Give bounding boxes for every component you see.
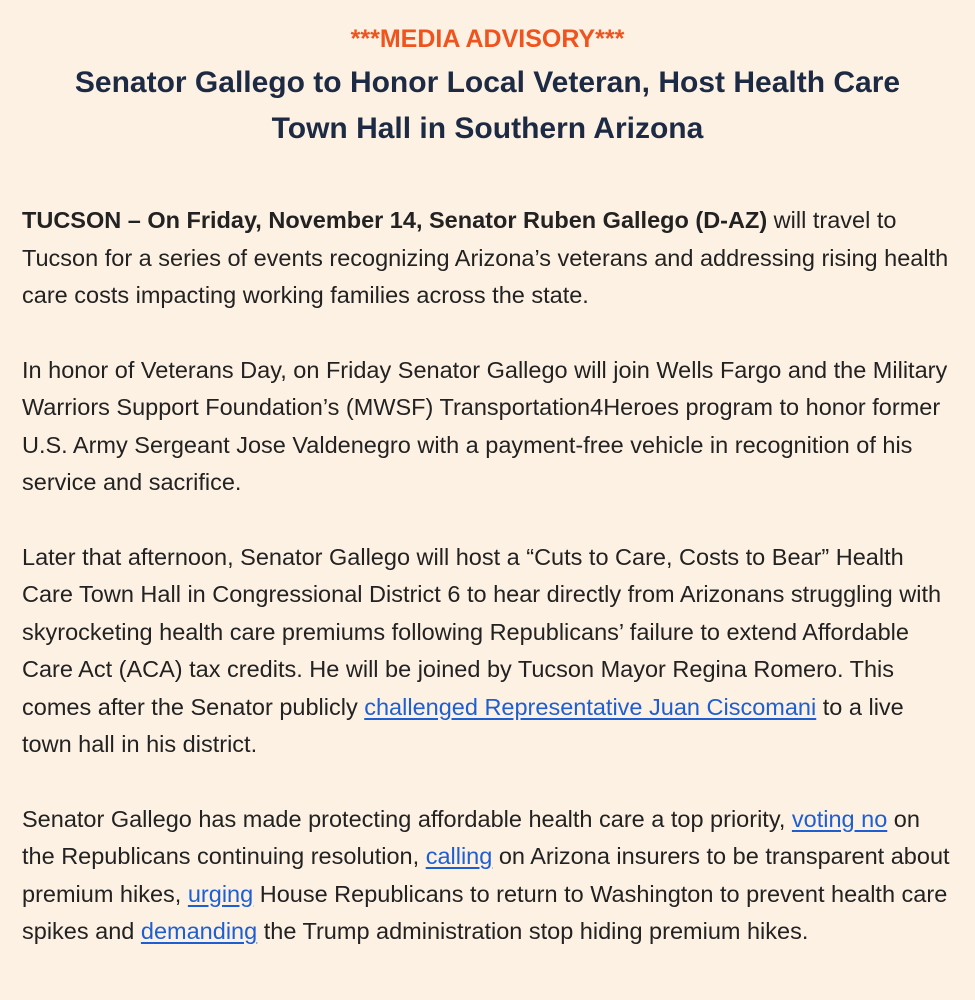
headline: [22, 60, 953, 152]
paragraph-intro-text: will travel to Tucson for a series of events recognizing Arizona’s veterans and addressing rising health care costs impacting working families across the state.: [22, 207, 949, 308]
media-advisory-label: ***MEDIA ADVISORY***: [350, 25, 625, 53]
paragraph-veterans: [22, 352, 953, 502]
paragraph-intro: [22, 202, 953, 315]
dateline-lead: TUCSON – On Friday, November 14, Senator Ruben Gallego (D-AZ): [22, 207, 768, 233]
paragraph-town-hall: [22, 539, 953, 764]
priorities-text-1: Senator Gallego has made protecting affordable health care a top priority,: [22, 805, 792, 832]
paragraph-town-hall-text-after: to a live town hall in his district.: [22, 693, 904, 757]
headline-line-2: Town Hall in Southern Arizona: [271, 112, 704, 145]
demanding-link[interactable]: demanding: [140, 918, 258, 944]
paragraph-priorities: [22, 801, 953, 951]
paragraph-veterans-text: In honor of Veterans Day, on Friday Senator Gallego will join Wells Fargo and the Military Warriors Support Foundation’s (MWSF) Transportation4Heroes program to honor former U.S. Army Sergeant Jose Valdenegro with a payment-free vehicle in recognition of his service and sacrifice.: [22, 356, 948, 495]
paragraph-town-hall-text-before: Later that afternoon, Senator Gallego will host a “Cuts to Care, Costs to Bear” Health Care Town Hall in Congressional District 6 to hear directly from Arizonans struggling with skyrocketing health care premiums following Republicans’ failure to extend Affordable Care Act (ACA) tax credits. He will be joined by Tucson Mayor Regina Romero. This comes after the Senator publicly: [22, 543, 942, 720]
voting-no-link[interactable]: voting no: [791, 805, 888, 832]
priorities-text-3: on Arizona insurers to be transparent about premium hikes,: [22, 843, 950, 907]
priorities-text-5: the Trump administration stop hiding premium hikes.: [257, 918, 809, 944]
challenged-ciscomani-link[interactable]: challenged Representative Juan Ciscomani: [364, 693, 817, 720]
priorities-text-4: House Republicans to return to Washington to prevent health care spikes and: [22, 880, 948, 944]
urging-link[interactable]: urging: [187, 880, 254, 907]
calling-link[interactable]: calling: [425, 843, 493, 869]
headline-line-1: Senator Gallego to Honor Local Veteran, Host Health Care: [74, 66, 901, 99]
priorities-text-2: on the Republicans continuing resolution,: [22, 805, 920, 869]
